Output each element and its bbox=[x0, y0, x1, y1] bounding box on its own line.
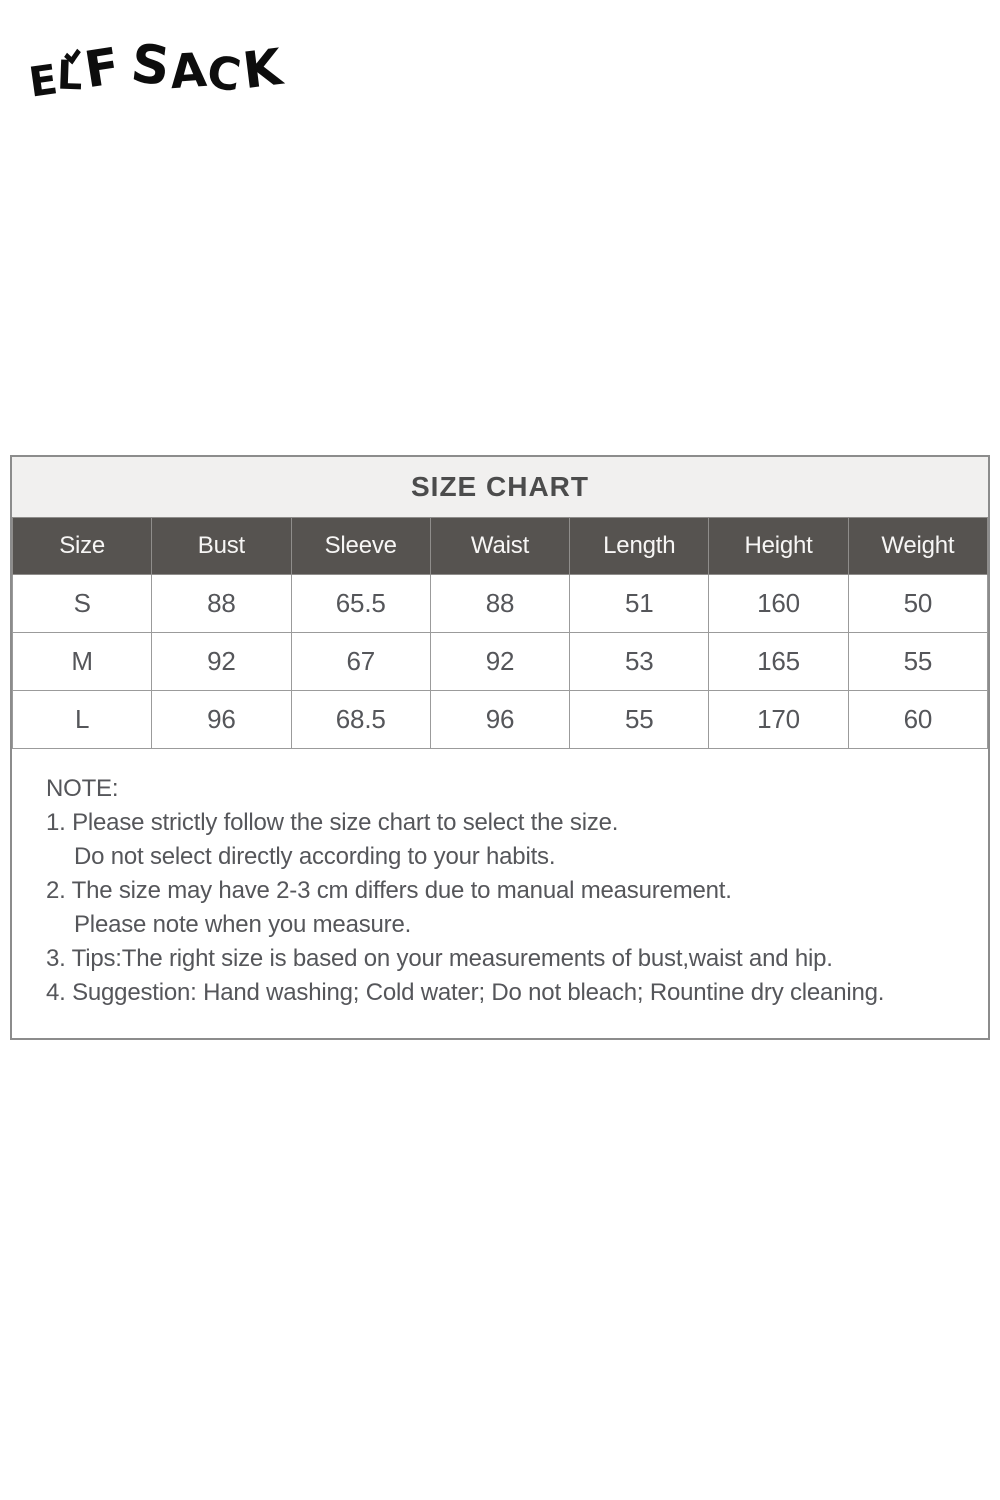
table-cell: 68.5 bbox=[291, 691, 430, 749]
size-chart-box bbox=[10, 455, 990, 1040]
table-cell: M bbox=[13, 633, 152, 691]
table-cell: 65.5 bbox=[291, 575, 430, 633]
table-cell: 92 bbox=[430, 633, 569, 691]
logo-letter: K bbox=[239, 37, 286, 101]
logo-letter: E bbox=[25, 55, 61, 107]
column-header-weight: Weight bbox=[848, 518, 987, 575]
table-cell: 50 bbox=[848, 575, 987, 633]
column-header-size: Size bbox=[13, 518, 152, 575]
table-cell: 60 bbox=[848, 691, 987, 749]
table-cell: L bbox=[13, 691, 152, 749]
note-line-3: 3. Tips:The right size is based on your measurements of bust,waist and hip. bbox=[46, 945, 833, 972]
table-cell: 96 bbox=[430, 691, 569, 749]
table-row-s bbox=[13, 575, 988, 633]
size-table bbox=[12, 517, 988, 749]
table-cell: 55 bbox=[848, 633, 987, 691]
table-cell: 88 bbox=[430, 575, 569, 633]
table-header-row bbox=[13, 518, 988, 575]
table-cell: 67 bbox=[291, 633, 430, 691]
column-header-length: Length bbox=[570, 518, 709, 575]
table-cell: 170 bbox=[709, 691, 848, 749]
note-line-2: 2. The size may have 2-3 cm differs due to manual measurement. bbox=[46, 877, 732, 904]
note-line-1: 1. Please strictly follow the size chart to select the size. bbox=[46, 809, 619, 836]
column-header-sleeve: Sleeve bbox=[291, 518, 430, 575]
table-cell: 165 bbox=[709, 633, 848, 691]
table-cell: 88 bbox=[152, 575, 291, 633]
size-chart-title: SIZE CHART bbox=[12, 457, 988, 517]
notes-heading: NOTE: bbox=[46, 775, 119, 802]
column-header-waist: Waist bbox=[430, 518, 569, 575]
table-row-l bbox=[13, 691, 988, 749]
notes-section bbox=[12, 749, 988, 1038]
table-cell: 160 bbox=[709, 575, 848, 633]
logo-letter: L bbox=[56, 52, 84, 100]
note-line-2b: Please note when you measure. bbox=[74, 911, 412, 938]
logo-letter: S bbox=[127, 32, 173, 99]
note-line-1b: Do not select directly according to your habits. bbox=[74, 843, 556, 870]
brand-logo bbox=[25, 32, 286, 107]
column-header-height: Height bbox=[709, 518, 848, 575]
logo-letter: F bbox=[80, 36, 123, 100]
table-cell: 55 bbox=[570, 691, 709, 749]
table-cell: 96 bbox=[152, 691, 291, 749]
table-cell: S bbox=[13, 575, 152, 633]
table-row-m bbox=[13, 633, 988, 691]
note-line-4: 4. Suggestion: Hand washing; Cold water; Do not bleach; Rountine dry cleaning. bbox=[46, 979, 885, 1006]
column-header-bust: Bust bbox=[152, 518, 291, 575]
table-cell: 92 bbox=[152, 633, 291, 691]
table-cell: 53 bbox=[570, 633, 709, 691]
logo-letter: C bbox=[203, 44, 245, 103]
logo-letter: A bbox=[168, 42, 209, 101]
table-cell: 51 bbox=[570, 575, 709, 633]
